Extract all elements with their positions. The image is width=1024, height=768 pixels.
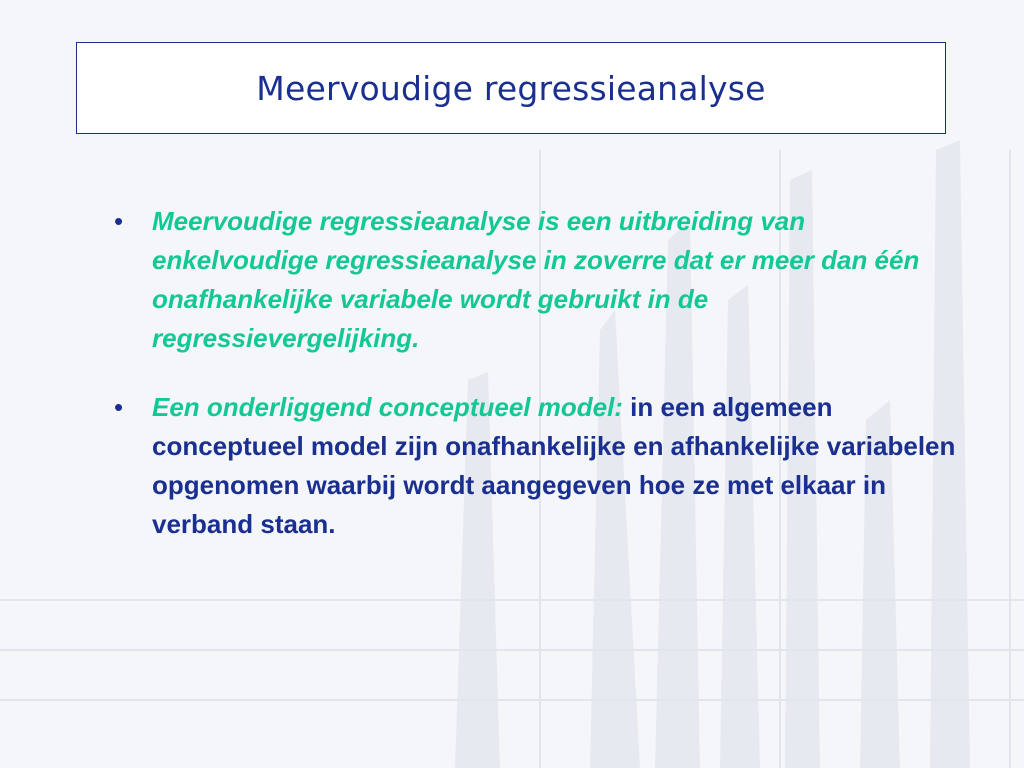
bullet-emphasis: Een onderliggend conceptueel model:: [152, 392, 623, 422]
slide-title: Meervoudige regressieanalyse: [256, 68, 766, 108]
bullet-list: [112, 202, 972, 574]
bullet-item-conceptual-model: [112, 388, 972, 544]
bullet-marker: •: [114, 206, 124, 236]
bullet-item-definition: [112, 202, 972, 358]
bullet-marker: •: [114, 392, 124, 422]
bullet-text: in een algemeen conceptueel model zijn onafhankelijke en afhankelijke variabelen opgenomen waarbij wordt aangegeven hoe ze met elkaar in verband staan.: [152, 392, 956, 539]
title-box: [76, 42, 946, 134]
bullet-emphasis: Meervoudige regressieanalyse is een uitbreiding van enkelvoudige regressieanalyse in zoverre dat er meer dan één onafhankelijke variabele wordt gebruikt in de regressievergelijking.: [152, 206, 920, 353]
